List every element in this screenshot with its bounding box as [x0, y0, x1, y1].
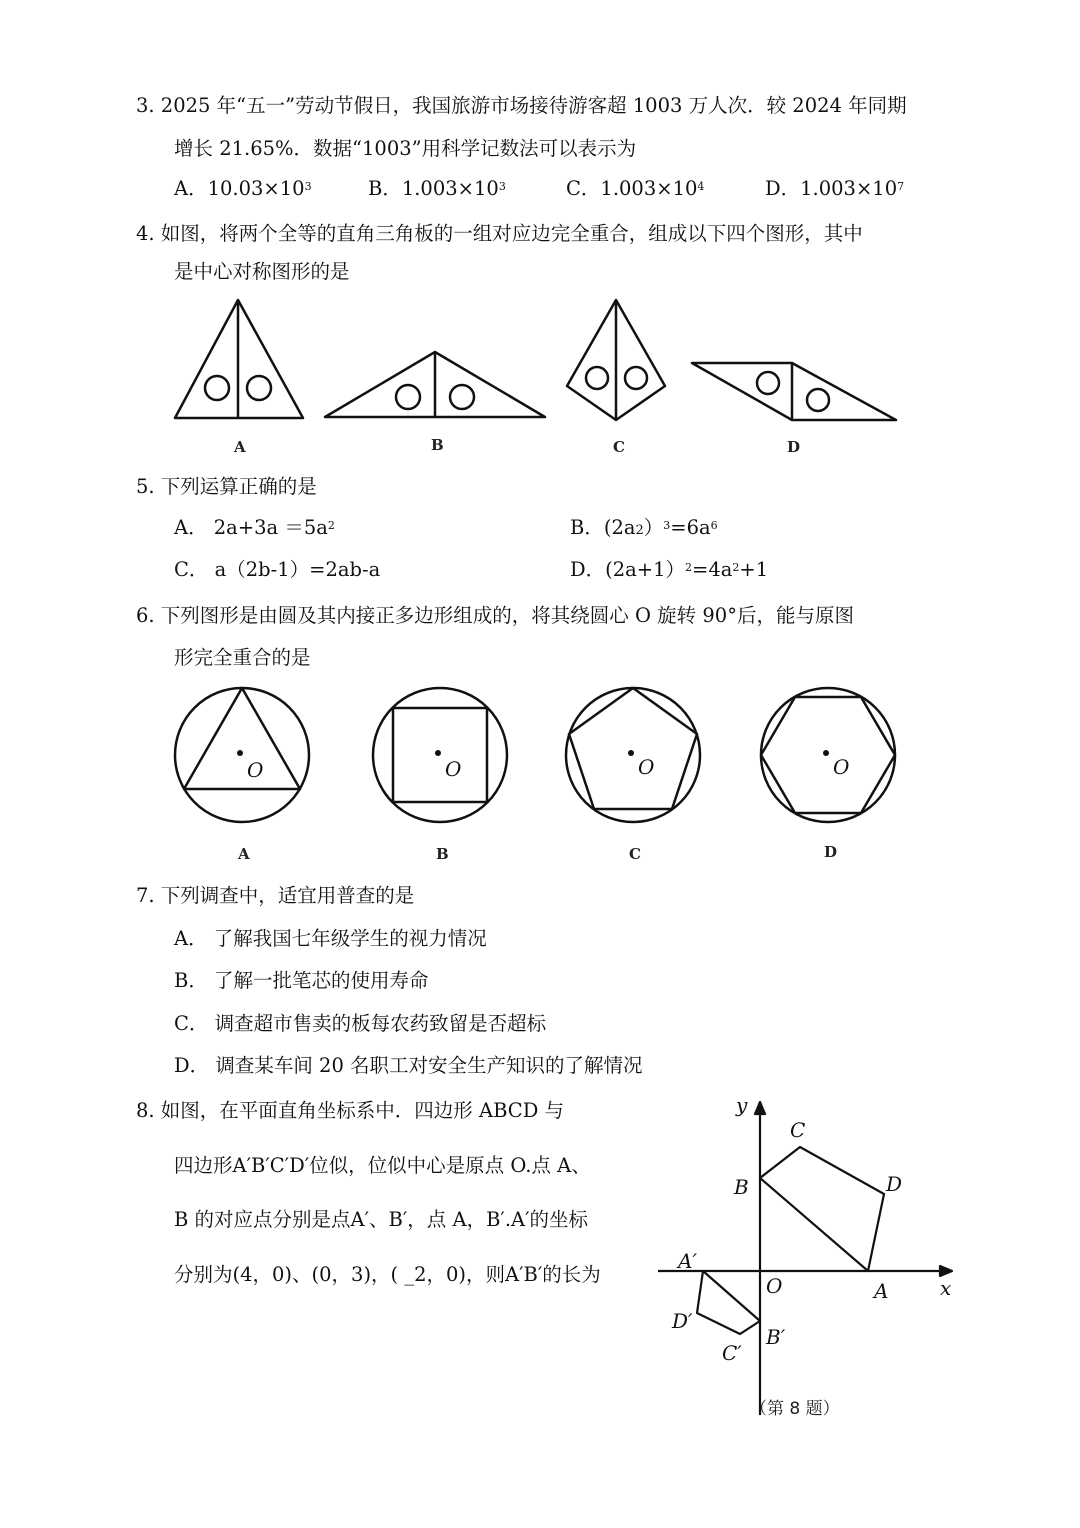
q4-figure-c [567, 300, 665, 420]
q8-quad-abcd-prime [697, 1271, 760, 1334]
q7-option-c: C． 调查超市售卖的板每农药致留是否超标 [174, 1012, 547, 1035]
q8-coordinate-figure [650, 1090, 970, 1430]
q5-option-a: A． $2a+3a =5a^2$ [174, 516, 335, 539]
q8-label-y: y [736, 1093, 748, 1117]
q4-label-a: A [234, 438, 246, 456]
q3-option-d: D．$1.003\times 10^7$ [765, 177, 905, 200]
q6-figures [160, 675, 920, 870]
q4-figure-b [325, 352, 545, 417]
q4-figure-a [175, 300, 303, 418]
q3-stem-line1: 3. 2025 年“五一”劳动节假日，我国旅游市场接待游客超 1003 万人次．较 2024 年同期 [136, 94, 907, 117]
q5-option-d: D．$(2a+1)^2=4a^2+1$ [570, 558, 769, 581]
q6-stem-line1: 6. 下列图形是由圆及其内接正多边形组成的，将其绕圆心 O 旋转 90°后，能与原图 [136, 604, 854, 627]
q8-label-a-prime: A′ [678, 1249, 697, 1273]
q8-stem-line3: B 的对应点分别是点A′、B′，点 A，B′.A′的坐标 [174, 1208, 589, 1231]
q3-option-c: C．$1.003\times 10^4$ [566, 177, 705, 200]
q6-label-b: B [436, 845, 449, 863]
q4-stem-line1: 4. 如图，将两个全等的直角三角板的一组对应边完全重合，组成以下四个图形，其中 [136, 222, 863, 245]
q7-option-b: B． 了解一批笔芯的使用寿命 [174, 969, 429, 992]
q7-stem: 7. 下列调查中，适宜用普查的是 [136, 884, 415, 907]
q8-label-c: C [790, 1118, 806, 1142]
q8-caption: （第 8 题） [750, 1399, 840, 1419]
q6-center-c: O [638, 755, 655, 779]
q5-option-b: B．$(2a2)^3=6a^6$ [570, 516, 718, 539]
q8-label-d: D [886, 1172, 903, 1196]
q3-option-a: A．$10.03\times 10^3$ [174, 177, 312, 200]
q3-option-b: B．$1.003\times 10^3$ [368, 177, 506, 200]
q7-option-d: D． 调查某车间 20 名职工对安全生产知识的了解情况 [174, 1054, 643, 1077]
q4-stem-line2: 是中心对称图形的是 [174, 260, 350, 283]
q8-label-d-prime: D′ [672, 1309, 693, 1333]
q8-label-a: A [874, 1279, 889, 1303]
q7-option-a: A． 了解我国七年级学生的视力情况 [174, 927, 487, 950]
q8-stem-line1: 8. 如图，在平面直角坐标系中．四边形 ABCD 与 [136, 1099, 565, 1122]
q3-stem-line2: 增长 21.65%．数据“1003”用科学记数法可以表示为 [174, 137, 637, 160]
q8-label-b: B [734, 1175, 749, 1199]
q8-quad-abcd [760, 1147, 884, 1271]
q6-center-a: O [247, 758, 264, 782]
q8-stem-line4: 分别为(4，0)、(0，3)，( _2，0)，则A′B′的长为 [174, 1263, 601, 1286]
q6-label-a: A [238, 845, 250, 863]
q6-label-d: D [824, 843, 838, 861]
q5-stem: 5. 下列运算正确的是 [136, 475, 317, 498]
q4-label-c: C [613, 438, 625, 456]
q8-label-x: x [940, 1276, 952, 1300]
q8-label-o: O [766, 1274, 783, 1298]
q6-center-d: O [833, 755, 850, 779]
q4-figures [160, 290, 920, 465]
q5-option-c: C． a（2b-1）=2ab-a [174, 558, 381, 581]
q4-label-b: B [431, 436, 444, 454]
q6-center-b: O [445, 757, 462, 781]
q8-label-b-prime: B′ [766, 1325, 786, 1349]
q4-figure-d [692, 363, 896, 420]
q8-label-c-prime: C′ [722, 1341, 742, 1365]
q6-label-c: C [629, 845, 641, 863]
q4-label-d: D [787, 438, 801, 456]
q6-stem-line2: 形完全重合的是 [174, 646, 311, 669]
q8-stem-line2: 四边形A′B′C′D′位似，位似中心是原点 O.点 A、 [174, 1154, 591, 1177]
